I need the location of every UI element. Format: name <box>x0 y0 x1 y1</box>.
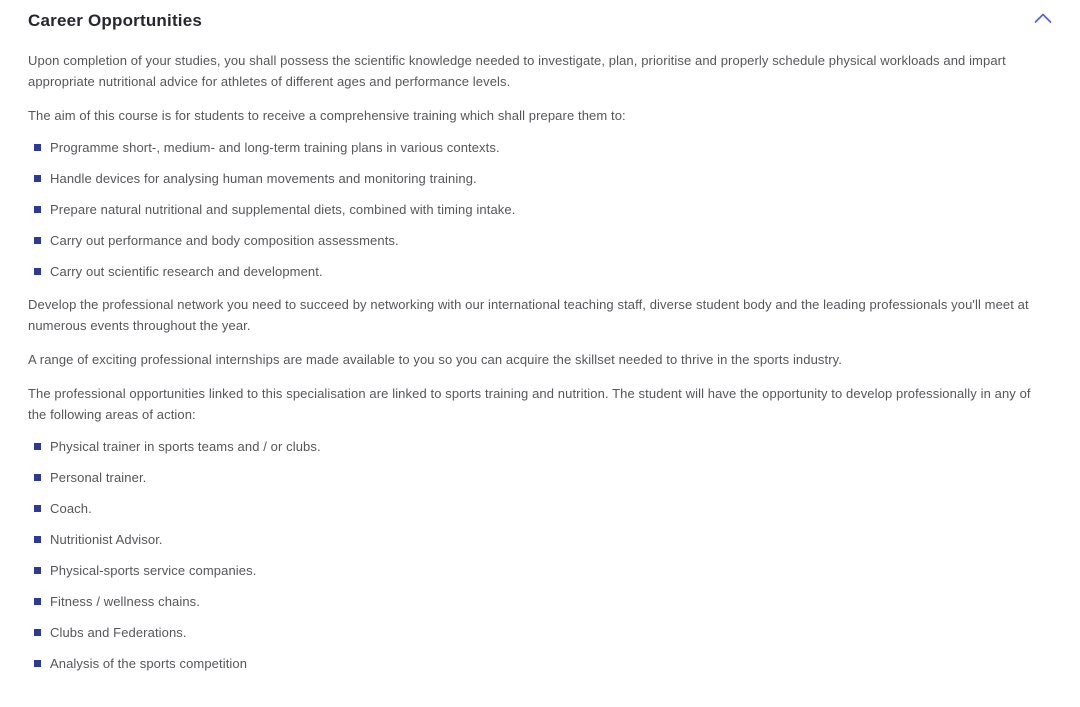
training-outcomes-list <box>28 139 1052 280</box>
section-title: Career Opportunities <box>28 11 203 30</box>
list-item-text: Handle devices for analysing human movements and monitoring training. <box>50 171 477 186</box>
square-bullet-icon <box>34 660 41 667</box>
internships-paragraph: A range of exciting professional internships are made available to you so you can acquire the skillset needed to thrive in the sports industry. <box>28 352 843 367</box>
list-item-text: Personal trainer. <box>50 470 147 485</box>
opportunities-paragraph: The professional opportunities linked to this specialisation are linked to sports training and nutrition. The student will have the opportunity to develop professionally in any of the following areas of action: <box>28 386 1031 422</box>
list-item-text: Coach. <box>50 501 92 516</box>
course-aim-paragraph: The aim of this course is for students to receive a comprehensive training which shall prepare them to: <box>28 108 626 123</box>
list-item <box>28 170 1052 187</box>
square-bullet-icon <box>34 443 41 450</box>
square-bullet-icon <box>34 175 41 182</box>
square-bullet-icon <box>34 567 41 574</box>
list-item <box>28 469 1052 486</box>
list-item-text: Fitness / wellness chains. <box>50 594 200 609</box>
list-item-text: Prepare natural nutritional and supplemental diets, combined with timing intake. <box>50 202 516 217</box>
accordion-header[interactable] <box>28 10 1052 32</box>
list-item <box>28 500 1052 517</box>
career-areas-list <box>28 438 1052 672</box>
list-item <box>28 232 1052 249</box>
list-item <box>28 593 1052 610</box>
list-item-text: Physical-sports service companies. <box>50 563 257 578</box>
list-item <box>28 531 1052 548</box>
square-bullet-icon <box>34 598 41 605</box>
list-item-text: Analysis of the sports competition <box>50 656 248 671</box>
network-paragraph: Develop the professional network you need to succeed by networking with our international teaching staff, diverse student body and the leading professionals you'll meet at numerous events throughout the year. <box>28 297 1029 333</box>
list-item <box>28 201 1052 218</box>
collapse-button[interactable] <box>1034 10 1052 24</box>
list-item <box>28 438 1052 455</box>
list-item-text: Clubs and Federations. <box>50 625 187 640</box>
list-item <box>28 624 1052 641</box>
list-item-text: Physical trainer in sports teams and / or clubs. <box>50 439 321 454</box>
list-item <box>28 139 1052 156</box>
square-bullet-icon <box>34 536 41 543</box>
list-item <box>28 263 1052 280</box>
intro-paragraph: Upon completion of your studies, you shall possess the scientific knowledge needed to investigate, plan, prioritise and properly schedule physical workloads and impart appropriate nutritional advice for athletes of different ages and performance levels. <box>28 53 1006 89</box>
list-item <box>28 655 1052 672</box>
square-bullet-icon <box>34 237 41 244</box>
square-bullet-icon <box>34 505 41 512</box>
list-item-text: Carry out performance and body composition assessments. <box>50 233 399 248</box>
square-bullet-icon <box>34 474 41 481</box>
list-item <box>28 562 1052 579</box>
square-bullet-icon <box>34 268 41 275</box>
square-bullet-icon <box>34 144 41 151</box>
square-bullet-icon <box>34 206 41 213</box>
chevron-up-icon <box>1034 12 1052 27</box>
list-item-text: Nutritionist Advisor. <box>50 532 163 547</box>
square-bullet-icon <box>34 629 41 636</box>
list-item-text: Carry out scientific research and development. <box>50 264 323 279</box>
list-item-text: Programme short-, medium- and long-term training plans in various contexts. <box>50 140 500 155</box>
